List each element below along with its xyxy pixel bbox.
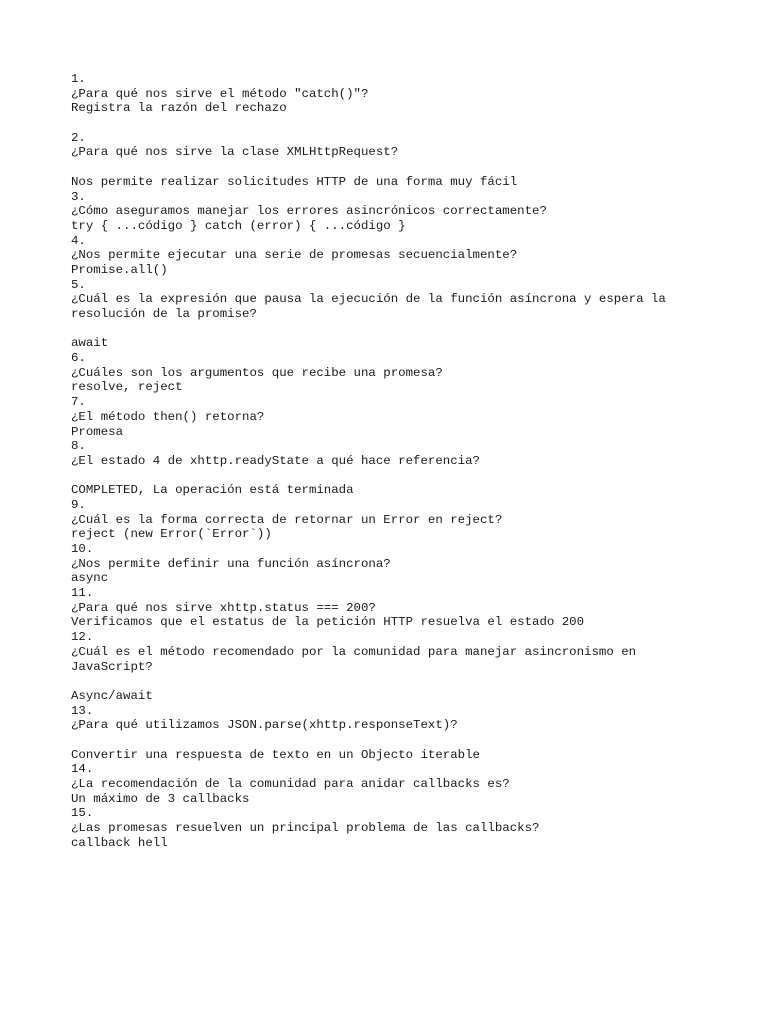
question-text: ¿La recomendación de la comunidad para anidar callbacks es? bbox=[71, 777, 510, 791]
document-page bbox=[71, 72, 731, 850]
question-text: ¿Para qué utilizamos JSON.parse(xhttp.responseText)? bbox=[71, 718, 458, 733]
question-text: resolución de la promise? bbox=[71, 307, 257, 321]
question-number: 9. bbox=[71, 497, 86, 512]
answer-text: try { ...código } catch (error) { ...código } bbox=[71, 218, 406, 233]
answer-text: await bbox=[71, 336, 109, 351]
question-number: 7. bbox=[71, 395, 86, 410]
qa-item bbox=[71, 586, 731, 630]
question-text: ¿Cuáles son los argumentos que recibe una promesa? bbox=[71, 365, 443, 380]
question-number: 14. bbox=[71, 762, 94, 777]
qa-item bbox=[71, 704, 731, 763]
qa-item bbox=[71, 439, 731, 498]
question-number: 4. bbox=[71, 233, 86, 248]
question-text: ¿Nos permite ejecutar una serie de promesas secuencialmente? bbox=[71, 248, 518, 263]
question-number: 12. bbox=[71, 630, 94, 645]
qa-item bbox=[71, 131, 731, 190]
question-number: 15. bbox=[71, 806, 94, 821]
question-number: 13. bbox=[71, 703, 94, 718]
answer-text: callback hell bbox=[71, 835, 168, 850]
qa-item bbox=[71, 498, 731, 542]
answer-text: resolve, reject bbox=[71, 380, 183, 395]
question-text: ¿Para qué nos sirve xhttp.status === 200? bbox=[71, 600, 376, 615]
answer-text: Un máximo de 3 callbacks bbox=[71, 791, 250, 806]
answer-text: Registra la razón del rechazo bbox=[71, 101, 287, 116]
question-text: ¿Cómo aseguramos manejar los errores asincrónicos correctamente? bbox=[71, 204, 547, 219]
answer-text: COMPLETED, La operación está terminada bbox=[71, 483, 354, 498]
qa-item bbox=[71, 806, 731, 850]
qa-item bbox=[71, 762, 731, 806]
qa-item bbox=[71, 351, 731, 395]
answer-text: Nos permite realizar solicitudes HTTP de una forma muy fácil bbox=[71, 174, 518, 189]
question-text: ¿Cuál es el método recomendado por la comunidad para manejar asincronismo en bbox=[71, 644, 637, 659]
qa-item bbox=[71, 630, 731, 703]
question-number: 11. bbox=[71, 586, 94, 601]
question-text: ¿Las promesas resuelven un principal problema de las callbacks? bbox=[71, 821, 540, 836]
question-number: 10. bbox=[71, 542, 94, 556]
question-text: ¿Para qué nos sirve la clase XMLHttpRequest? bbox=[71, 145, 399, 160]
qa-item bbox=[71, 72, 731, 131]
question-number: 6. bbox=[71, 351, 86, 366]
question-number: 5. bbox=[71, 277, 86, 292]
answer-text: reject (new Error(`Error`)) bbox=[71, 527, 272, 542]
answer-text: Async/await bbox=[71, 688, 153, 703]
question-number: 1. bbox=[71, 72, 86, 86]
question-number: 8. bbox=[71, 439, 86, 454]
qa-item bbox=[71, 190, 731, 234]
qa-item bbox=[71, 278, 731, 351]
blank-line bbox=[71, 733, 731, 748]
answer-text: Convertir una respuesta de texto en un Objecto iterable bbox=[71, 747, 480, 762]
answer-text: async bbox=[71, 571, 109, 586]
question-text: JavaScript? bbox=[71, 659, 153, 674]
question-text: ¿Nos permite definir una función asíncrona? bbox=[71, 556, 391, 571]
blank-line bbox=[71, 674, 731, 689]
question-number: 2. bbox=[71, 130, 86, 145]
qa-item bbox=[71, 542, 731, 586]
question-text: ¿Cuál es la expresión que pausa la ejecución de la función asíncrona y espera la bbox=[71, 292, 666, 307]
question-number: 3. bbox=[71, 189, 86, 204]
answer-text: Verificamos que el estatus de la petición HTTP resuelva el estado 200 bbox=[71, 615, 585, 630]
question-text: ¿Cuál es la forma correcta de retornar un Error en reject? bbox=[71, 512, 503, 527]
qa-item bbox=[71, 234, 731, 278]
answer-text: Promesa bbox=[71, 424, 124, 439]
blank-line bbox=[71, 322, 731, 337]
blank-line bbox=[71, 160, 731, 175]
question-text: ¿Para qué nos sirve el método "catch()"? bbox=[71, 86, 369, 101]
answer-text: Promise.all() bbox=[71, 262, 168, 277]
qa-item bbox=[71, 395, 731, 439]
question-text: ¿El estado 4 de xhttp.readyState a qué hace referencia? bbox=[71, 453, 480, 468]
blank-line bbox=[71, 116, 731, 131]
question-text: ¿El método then() retorna? bbox=[71, 409, 265, 424]
blank-line bbox=[71, 469, 731, 484]
